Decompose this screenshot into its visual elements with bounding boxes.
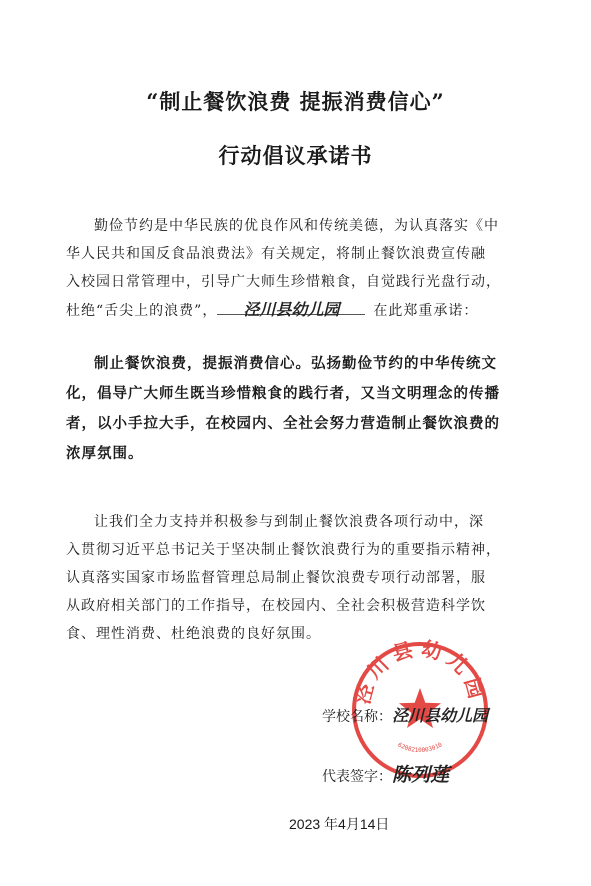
school-name-label: 学校名称：: [322, 709, 392, 725]
text-line-with-fill: [66, 296, 528, 324]
text-line: 从政府相关部门的工作指导，在校园内、全社会积极营造科学饮: [66, 598, 486, 614]
text-line: 入贯彻习近平总书记关于坚决制止餐饮浪费行为的重要指示精神，: [66, 542, 501, 558]
representative-row: [322, 760, 449, 787]
text-line: 化，倡导广大师生既当珍惜粮食的践行者，又当文明理念的传播: [66, 386, 500, 402]
seal-code: 6208210003010: [396, 741, 444, 755]
text-line: 让我们全力支持并积极参与到制止餐饮浪费各项行动中，深: [94, 514, 484, 530]
text-line: 入校园日常管理中，引导广大师生珍惜粮食，自觉践行光盘行动，: [66, 274, 501, 290]
text-line: 制止餐饮浪费，提振消费信心。弘扬勤俭节约的中华传统文: [94, 356, 497, 372]
text-segment: 杜绝“舌尖上的浪费”，: [66, 303, 218, 319]
text-line: 浓厚氛围。: [66, 446, 144, 462]
handwritten-school-field: [217, 296, 365, 319]
text-segment: 在此郑重承诺：: [373, 303, 479, 319]
text-line: 华人民共和国反食品浪费法》有关规定，将制止餐饮浪费宣传融: [66, 246, 486, 262]
paragraph-commitment: [66, 349, 528, 469]
representative-signature: 陈列莲: [392, 764, 450, 786]
school-name-signature: 泾川县幼儿园: [392, 706, 489, 725]
representative-label: 代表签字：: [322, 769, 392, 785]
paragraph-intro: [66, 212, 528, 324]
text-line: 食、理性消费、杜绝浪费的良好氛围。: [66, 626, 321, 642]
seal-name: 泾川县幼儿园: [350, 636, 490, 707]
handwritten-school-name: 泾川县幼儿园: [243, 300, 340, 319]
document-subtitle: 行动倡议承诺书: [218, 143, 373, 168]
paragraph-call-to-action: [66, 508, 528, 648]
document-title: “制止餐饮浪费 提振消费信心”: [146, 89, 445, 114]
text-line: 认真落实国家市场监督管理总局制止餐饮浪费专项行动部署，服: [66, 570, 486, 586]
signing-date: 2023 年4月14日: [289, 816, 390, 832]
text-line: 者，以小手拉大手，在校园内、全社会努力营造制止餐饮浪费的: [66, 416, 500, 432]
text-line: 勤俭节约是中华民族的优良作风和传统美德，为认真落实《中: [94, 218, 499, 234]
school-name-row: [322, 703, 488, 726]
